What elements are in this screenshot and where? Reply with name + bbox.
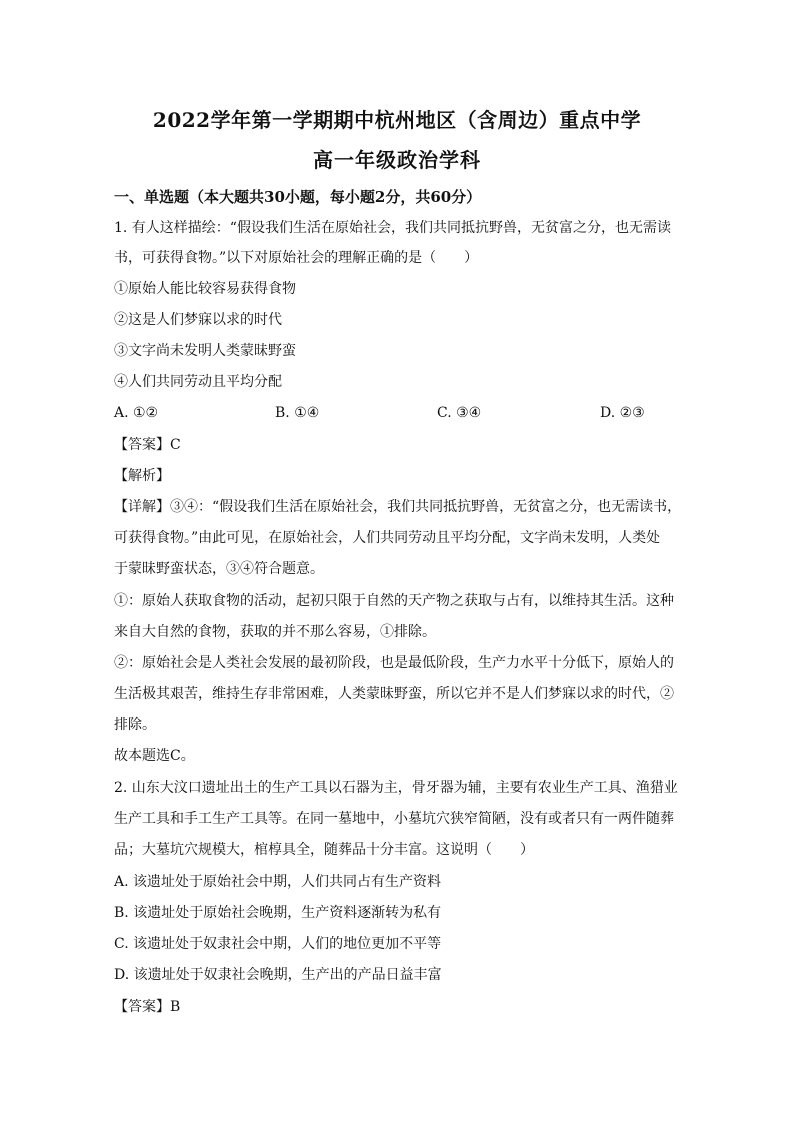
q1-item: ④人们共同劳动且平均分配 xyxy=(114,374,282,390)
q1-option-d: D. ②③ xyxy=(600,405,645,421)
q1-detail-line: 于蒙昧野蛮状态，③④符合题意。 xyxy=(114,561,324,577)
q1-detail-line: ①：原始人获取食物的活动，起初只限于自然的天产物之获取与占有，以维持其生活。这种 xyxy=(114,593,674,609)
q1-detail-line: 排除。 xyxy=(114,717,156,733)
q1-conclusion: 故本题选C。 xyxy=(114,748,195,764)
q2-stem-line: 2. 山东大汶口遗址出土的生产工具以石器为主，骨牙器为辅，主要有农业生产工具、渔猎业 xyxy=(114,780,678,796)
q1-detail-line: 生活极其艰苦，维持生存非常困难，人类蒙昧野蛮，所以它并不是人们梦寐以求的时代，② xyxy=(114,686,674,702)
q2-stem-line: 品；大墓坑穴规模大，棺椁具全，随葬品十分丰富。这说明（ ） xyxy=(114,842,534,858)
q2-stem-line: 生产工具和手工生产工具等。在同一墓地中，小墓坑穴狭窄简陋，没有或者只有一两件随葬 xyxy=(114,811,674,827)
q1-answer: 【答案】C xyxy=(114,437,181,453)
q2-option-a: A. 该遗址处于原始社会中期，人们共同占有生产资料 xyxy=(114,874,442,890)
q1-option-b: B. ①④ xyxy=(275,405,320,421)
q1-item: ③文字尚未发明人类蒙昧野蛮 xyxy=(114,343,296,359)
q1-option-c: C. ③④ xyxy=(437,405,482,421)
q1-detail-line: ②：原始社会是人类社会发展的最初阶段，也是最低阶段，生产力水平十分低下，原始人的 xyxy=(114,655,674,671)
q1-stem-line: 1. 有人这样描绘：“假设我们生活在原始社会，我们共同抵抗野兽，无贫富之分，也无需读 xyxy=(114,220,671,236)
section-heading: 一、单选题（本大题共30小题，每小题2分，共60分） xyxy=(114,188,482,206)
q1-detail-line: 【详解】③④：“假设我们生活在原始社会，我们共同抵抗野兽，无贫富之分，也无需读书， xyxy=(114,499,682,515)
q1-detail-line: 可获得食物。”由此可见，在原始社会，人们共同劳动且平均分配，文字尚未发明，人类处 xyxy=(114,530,661,546)
q1-analysis-label: 【解析】 xyxy=(114,468,170,484)
q1-item: ②这是人们梦寐以求的时代 xyxy=(114,312,282,328)
q1-stem-line: 书，可获得食物。”以下对原始社会的理解正确的是（ ） xyxy=(114,250,479,266)
q2-option-c: C. 该遗址处于奴隶社会中期，人们的地位更加不平等 xyxy=(114,936,442,952)
page-title: 2022学年第一学期期中杭州地区（含周边）重点中学 xyxy=(152,108,642,132)
q2-option-d: D. 该遗址处于奴隶社会晚期，生产出的产品日益丰富 xyxy=(114,967,442,983)
q1-item: ①原始人能比较容易获得食物 xyxy=(114,281,296,297)
q1-detail-line: 来自大自然的食物，获取的并不那么容易，①排除。 xyxy=(114,624,436,640)
page-subtitle: 高一年级政治学科 xyxy=(313,148,481,172)
q1-option-a: A. ①② xyxy=(114,405,159,421)
q2-option-b: B. 该遗址处于原始社会晚期，生产资料逐渐转为私有 xyxy=(114,905,442,921)
q2-answer: 【答案】B xyxy=(114,999,181,1015)
